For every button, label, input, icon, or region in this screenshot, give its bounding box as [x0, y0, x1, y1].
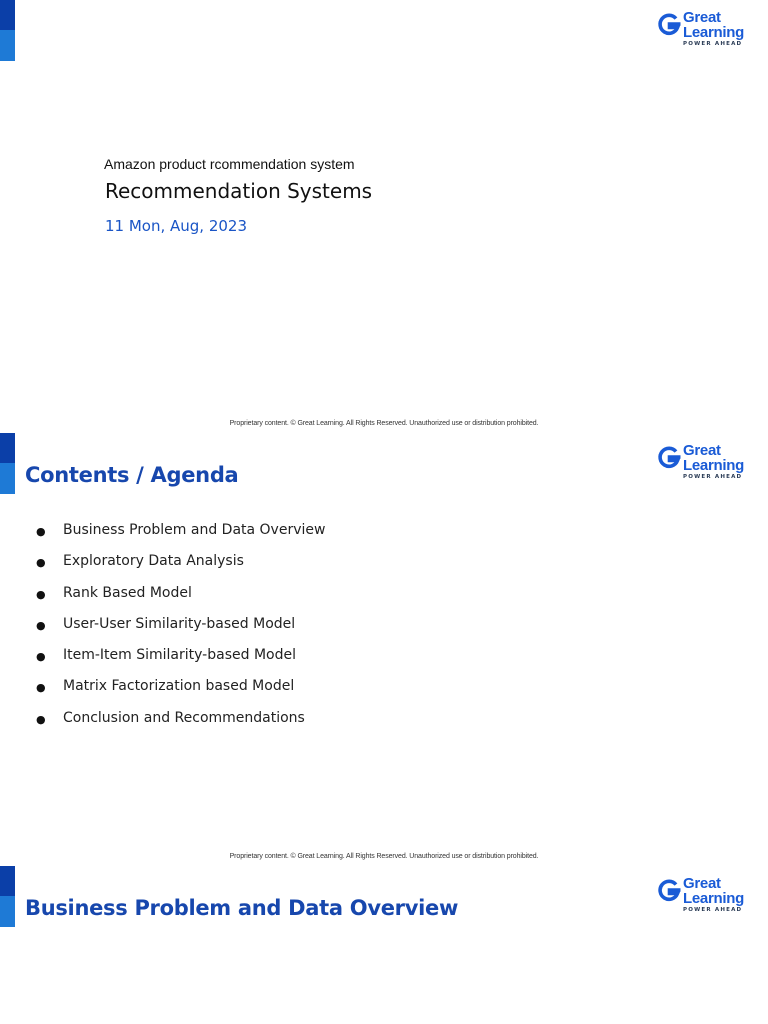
agenda-slide: Great Learning POWER AHEAD Contents / Agenda ● Business Problem and Data Overview ● Exploratory Data Analysis ● Rank Based Model ● User-User Similarity-based Model ● Item-Item Similarity-based Model ● Matrix Factorization based Model ● Conclusion and Recommendations Proprietary content. © Great Learning. All Rights Reserved. Unauthorized use or distribution prohibited. — [0, 433, 768, 865]
slide-accent-bar — [0, 0, 15, 61]
bullet-icon: ● — [36, 587, 46, 601]
bullet-icon: ● — [36, 712, 46, 726]
logo-tagline: POWER AHEAD — [683, 41, 743, 47]
logo-wordmark: Great Learning — [683, 442, 744, 474]
business-problem-slide — [0, 866, 768, 1024]
bullet-icon: ● — [36, 525, 46, 538]
slide-accent-bar — [0, 433, 15, 494]
presentation-date: 11 Mon, Aug, 2023 — [105, 217, 248, 235]
slide-footer: Proprietary content. © Great Learning. All Rights Reserved. Unauthorized use or distribution prohibited. — [229, 420, 539, 427]
slide-footer: Proprietary content. © Great Learning. All Rights Reserved. Unauthorized use or distribution prohibited. — [229, 853, 539, 860]
logo-wordmark: Great Learning — [683, 9, 744, 41]
slide-heading: Business Problem and Data Overview — [25, 896, 459, 920]
great-learning-g-icon — [656, 878, 682, 904]
great-learning-g-icon — [656, 445, 682, 471]
presentation-title: Recommendation Systems — [105, 179, 373, 203]
title-slide — [0, 0, 768, 432]
great-learning-g-icon — [656, 12, 682, 38]
great-learning-logo — [656, 10, 752, 50]
bullet-icon: ● — [36, 556, 46, 570]
logo-tagline: POWER AHEAD — [683, 474, 743, 480]
bullet-icon: ● — [36, 681, 46, 695]
presentation-subtitle: Amazon product rcommendation system — [104, 156, 355, 172]
logo-tagline: POWER AHEAD — [683, 907, 743, 913]
bullet-icon: ● — [36, 618, 46, 632]
slide-heading: Contents / Agenda — [25, 463, 239, 487]
bullet-icon: ● — [36, 650, 46, 664]
great-learning-logo — [656, 876, 752, 916]
great-learning-logo — [656, 443, 752, 483]
slide-accent-bar — [0, 866, 15, 927]
logo-wordmark: Great Learning — [683, 875, 744, 907]
